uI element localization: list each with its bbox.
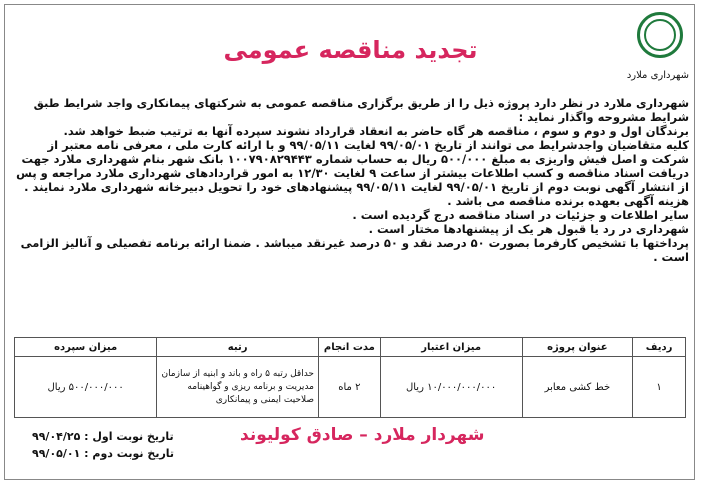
header-project-title: عنوان پروژه [522,338,633,357]
paragraph-winners: برندگان اول و دوم و سوم ، مناقصه هر گاه حاضر به انعقاد قرارداد نشوند سپرده آنها به ترتیب ضبط خواهد شد. [63,124,689,138]
paragraph-applicants: کلیه متقاضیان واجدشرایط می توانند از تاریخ ۹۹/۰۵/۰۱ لغایت ۹۹/۰۵/۱۱ و با ارائه کارت ملی ، معرفی نامه معتبر از شرکت و اصل فیش واریزی به مبلغ ۵۰۰/۰۰۰ ریال به حساب شماره ۱۰۰۷۹۰۸۲۹۴۴۳ بانک شهر بنام شهرداری ملارد جهت دریافت اسناد مناقصه و کسب اطلاعات بیشتر از ساعت ۹ لغایت ۱۲/۳۰ به امور قراردادهای شهرداری ملارد مراجعه و پس از انتشار آگهی نوبت دوم از تاریخ ۹۹/۰۵/۰۱ لغایت ۹۹/۰۵/۱۱ پیشنهادهای خود را تحویل دبیرخانه شهرداری ملارد نمایند . [16,138,689,194]
header-deposit: میزان سپرده [15,338,157,357]
paragraph-payment: پرداختها با تشخیص کارفرما بصورت ۵۰ درصد نقد و ۵۰ درصد غیرنقد میباشد . ضمنا ارائه برنامه تفصیلی و آنالیز الزامی است . [20,236,689,264]
second-publication-date: تاریخ نوبت دوم : ۹۹/۰۵/۰۱ [32,447,175,460]
publication-dates [32,428,174,462]
announcement-body [14,96,689,264]
header-duration: مدت انجام [319,338,381,357]
cell-row-number: ۱ [633,357,686,418]
cell-project-title: خط کشی معابر [522,357,633,418]
page-title: تجدید مناقصه عمومی [223,36,478,64]
cell-credit: ۱۰/۰۰۰/۰۰۰/۰۰۰ ریال [380,357,522,418]
header-credit: میزان اعتبار [380,338,522,357]
cell-rank: حداقل رتبه ۵ راه و باند و ابنیه از سازمان مدیریت و برنامه ریزی و گواهینامه صلاحیت ایمنی و پیمانکاری [157,357,319,418]
paragraph-details: سایر اطلاعات و جزئیات در اسناد مناقصه درج گردیده است . [352,208,689,222]
paragraph-ad-cost: هزینه آگهی بعهده برنده مناقصه می باشد . [447,194,689,208]
cell-duration: ۲ ماه [319,357,381,418]
org-name: شهرداری ملارد [626,70,689,81]
header-rank: رتبه [157,338,319,357]
table-header-row [15,338,686,357]
tender-table [14,337,686,418]
paragraph-rights: شهرداری در رد یا قبول هر یک از پیشنهادها مختار است . [368,222,689,236]
header-row-number: ردیف [633,338,686,357]
mayor-signature: شهردار ملارد – صادق کولیوند [240,425,485,445]
cell-deposit: ۵۰۰/۰۰۰/۰۰۰ ریال [15,357,157,418]
paragraph-intro: شهرداری ملارد در نظر دارد پروژه ذیل را از طریق برگزاری مناقصه عمومی به شرکتهای پیمانکاری واجد شرایط طبق شرایط مشروحه واگذار نماید : [33,96,689,124]
first-publication-date: تاریخ نوبت اول : ۹۹/۰۴/۲۵ [32,430,174,443]
table-row [15,357,686,418]
